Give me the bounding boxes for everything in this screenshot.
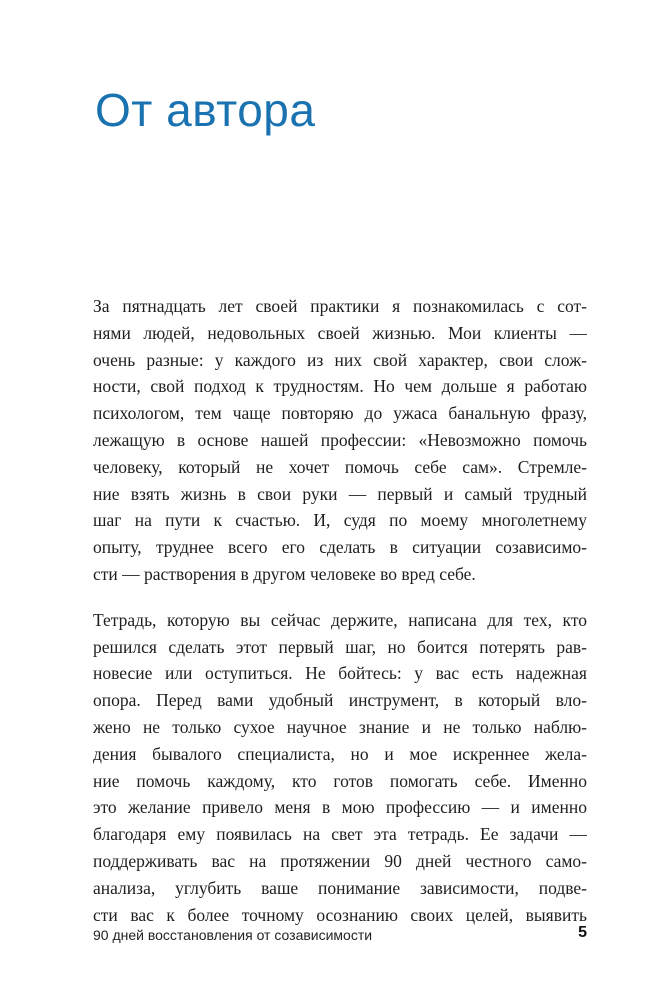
text-line: лежащую в основе нашей профессии: «Невозможно помочь <box>93 429 587 450</box>
text-line: человеку, который не хочет помочь себе сам». Стремле- <box>93 456 587 477</box>
chapter-title: От автора <box>95 84 316 136</box>
text-line: опыту, труднее всего его сделать в ситуации созависимо- <box>93 537 587 558</box>
text-line: решился сделать этот первый шаг, но боится потерять рав- <box>93 636 587 657</box>
text-line: сти — растворения в другом человеке во вред себе. <box>93 563 476 584</box>
text-line: очень разные: у каждого из них свой характер, свои слож- <box>93 349 587 370</box>
text-line: За пятнадцать лет своей практики я познакомилась с сот- <box>93 296 587 316</box>
text-line: ние помочь каждому, кто готов помогать себе. Именно <box>93 770 587 791</box>
text-line: жено не только сухое научное знание и не только наблю- <box>93 716 587 737</box>
text-line: благодаря ему появилась на свет эта тетрадь. Ее задачи — <box>93 824 587 845</box>
text-line: психологом, тем чаще повторяю до ужаса банальную фразу, <box>93 403 587 424</box>
text-line: новесие или оступиться. Не бойтесь: у вас есть надежная <box>93 663 587 684</box>
text-line: это желание привело меня в мою профессию — и именно <box>93 797 587 818</box>
paragraph-2 <box>93 607 587 929</box>
body-text <box>93 293 587 928</box>
text-line: сти вас к более точному осознанию своих целей, выявить <box>93 904 587 925</box>
text-line: дения бывалого специалиста, но и мое искреннее жела- <box>93 743 587 764</box>
page-number: 5 <box>578 924 587 941</box>
text-line: поддерживать вас на протяжении 90 дней честного само- <box>93 850 587 871</box>
text-line: ние взять жизнь в свои руки — первый и самый трудный <box>93 483 587 504</box>
text-line: опора. Перед вами удобный инструмент, в который вло- <box>93 690 587 711</box>
text-line: нями людей, недовольных своей жизнью. Мои клиенты — <box>93 322 587 343</box>
paragraph-1 <box>93 293 587 588</box>
paragraph-spacer <box>93 588 587 607</box>
text-line: шаг на пути к счастью. И, судя по моему многолетнему <box>93 510 587 531</box>
text-line: ности, свой подход к трудностям. Но чем дольше я работаю <box>93 376 587 397</box>
text-line: Тетрадь, которую вы сейчас держите, написана для тех, кто <box>93 609 587 630</box>
running-footer-title: 90 дней восстановления от созависимости <box>93 927 373 943</box>
text-line: анализа, углубить ваше понимание зависимости, подве- <box>93 877 587 898</box>
